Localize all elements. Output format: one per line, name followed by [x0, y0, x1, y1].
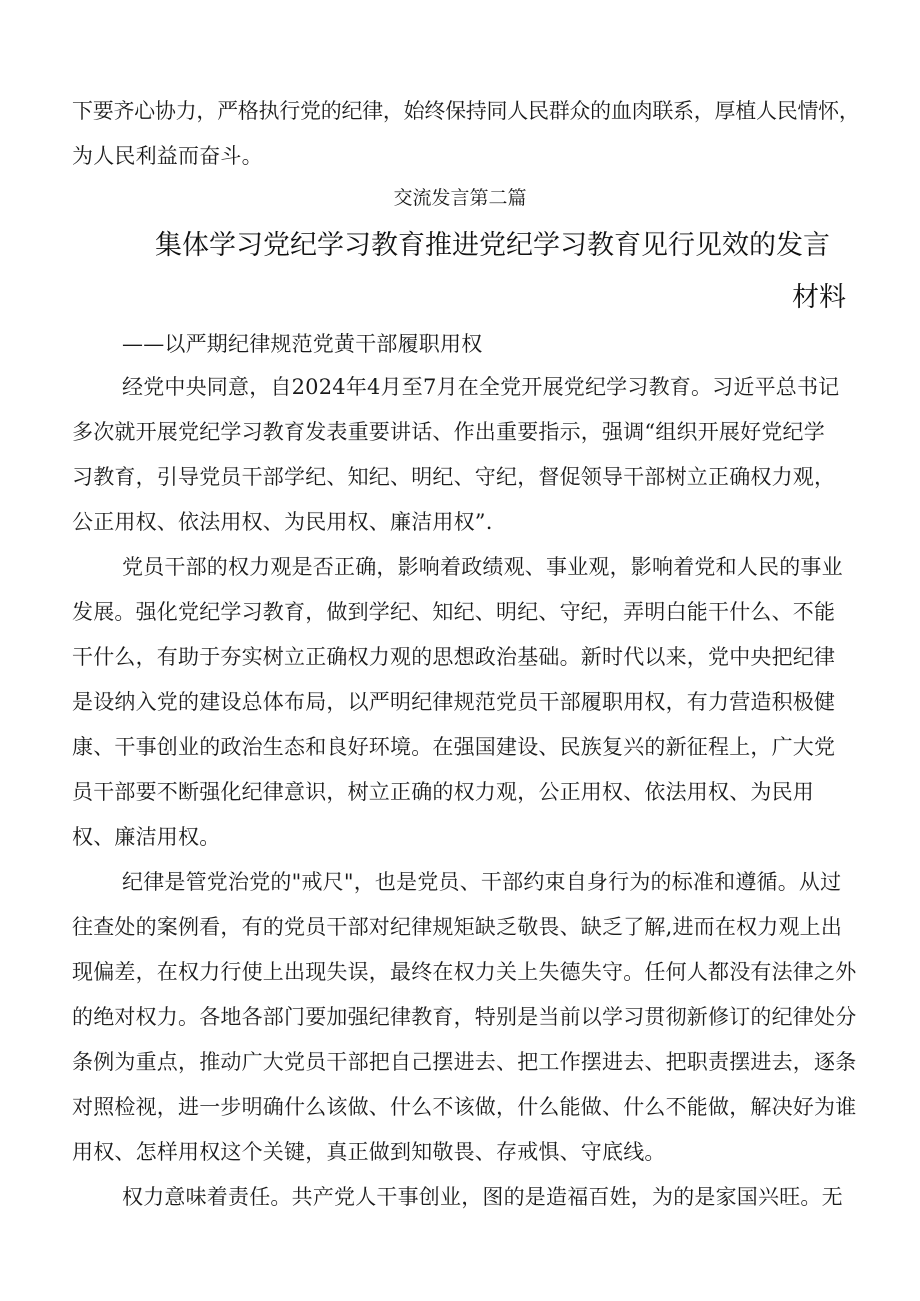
paragraph-line: 的绝对权力。各地各部门要加强纪律教育，特别是当前以学习贯彻新修订的纪律处分 — [72, 1005, 857, 1029]
paragraph-line: 干什么，有助于夯实树立正确权力观的思想政治基础。新时代以来，党中央把纪律 — [72, 645, 836, 669]
paragraph-line: 用权、怎样用权这个关键，真正做到知敬畏、存戒惧、守底线。 — [72, 1140, 666, 1164]
paragraph-line: 康、干事创业的政治生态和良好环境。在强国建设、民族复兴的新征程上，广大党 — [72, 735, 836, 759]
paragraph-line: 对照检视，进一步明确什么该做、什么不该做，什么能做、什么不能做，解决好为谁 — [72, 1095, 857, 1119]
paragraph-line: 党员干部的权力观是否正确，影响着政绩观、事业观，影响着党和人民的事业 — [122, 555, 843, 579]
paragraph-line: 多次就开展党纪学习教育发表重要讲话、作出重要指示，强调“组织开展好党纪学 — [72, 420, 825, 444]
section-label: 交流发言第二篇 — [393, 187, 527, 209]
paragraph-line: 权、廉洁用权。 — [72, 825, 221, 849]
paragraph-line: 经党中央同意，自2024年4月至7月在全党开展党纪学习教育。习近平总书记 — [122, 375, 840, 399]
paragraph-line: 是设纳入党的建设总体布局，以严明纪律规范党员干部履职用权，有力营造积极健 — [72, 690, 836, 714]
paragraph-line: 权力意味着责任。共产党人干事创业，图的是造福百姓，为的是家国兴旺。无 — [122, 1185, 843, 1209]
document-title-line1: 集体学习党纪学习教育推进党纪学习教育见行见效的发言 — [155, 230, 830, 261]
text-line: 为人民利益而奋斗。 — [72, 144, 263, 168]
paragraph-line: 员干部要不断强化纪律意识，树立正确的权力观，公正用权、依法用权、为民用 — [72, 780, 814, 804]
paragraph-line: 往查处的案例看，有的党员干部对纪律规矩缺乏敬畏、缺乏了解,进而在权力观上出 — [72, 915, 843, 939]
paragraph-line: 发展。强化党纪学习教育，做到学纪、知纪、明纪、守纪，弄明白能干什么、不能 — [72, 600, 836, 624]
document-title-line2: 材料 — [792, 282, 846, 313]
paragraph-line: 纪律是管党治党的"戒尺"，也是党员、干部约束自身行为的标准和遵循。从过 — [122, 870, 842, 894]
paragraph-line: 习教育，引导党员干部学纪、知纪、明纪、守纪，督促领导干部树立正确权力观， — [72, 465, 836, 489]
document-subtitle: ——以严期纪律规范党黄干部履职用权 — [122, 332, 483, 356]
paragraph-line: 公正用权、依法用权、为民用权、廉洁用权”. — [72, 510, 493, 534]
paragraph-line: 现偏差，在权力行使上出现失误，最终在权力关上失德失守。任何人都没有法律之外 — [72, 960, 857, 984]
text-line: 下要齐心协力，严格执行党的纪律，始终保持同人民群众的血肉联系，厚植人民情怀， — [72, 99, 860, 123]
paragraph-line: 条例为重点，推动广大党员干部把自己摆进去、把工作摆进去、把职责摆进去，逐条 — [72, 1050, 857, 1074]
